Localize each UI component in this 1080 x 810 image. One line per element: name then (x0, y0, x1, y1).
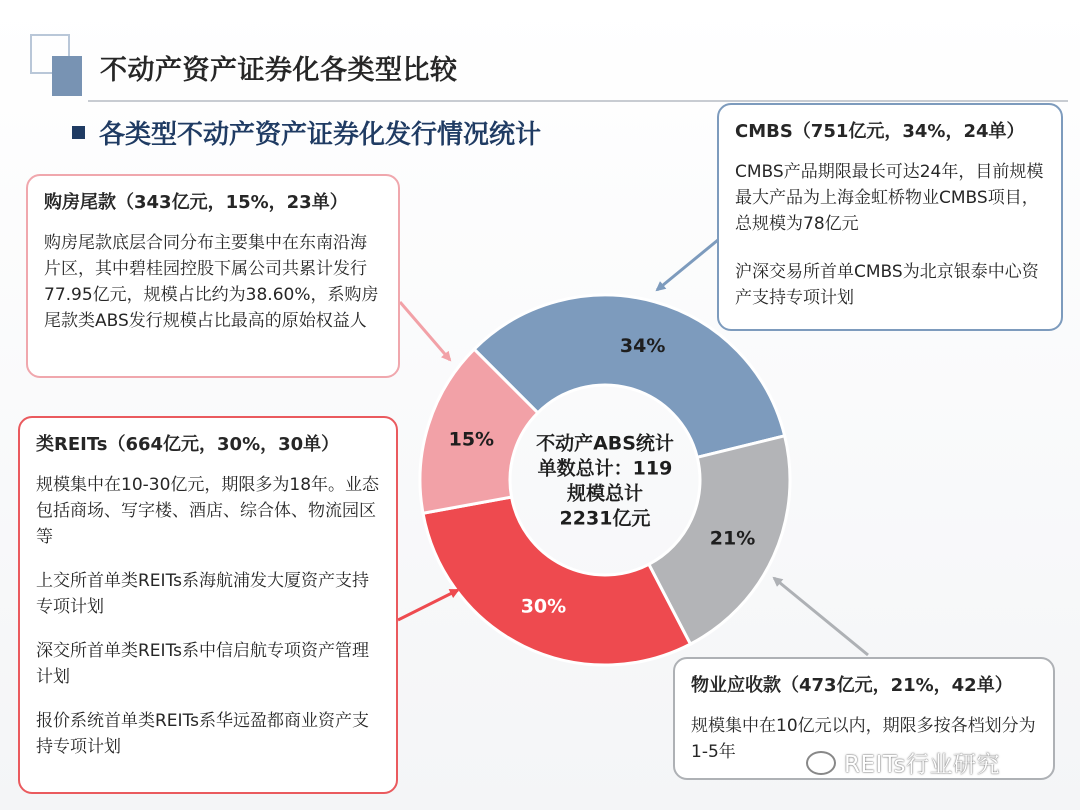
reits-para: 深交所首单类REITs系中信启航专项资产管理计划 (36, 641, 369, 687)
center-text-line: 不动产ABS统计 (536, 432, 674, 455)
page-title: 不动产资产证券化各类型比较 (100, 55, 458, 86)
cmbs-info-box (717, 103, 1063, 331)
arrow-reits (398, 590, 458, 620)
reits-para: 上交所首单类REITs系海航浦发大厦资产支持专项计划 (36, 571, 369, 617)
reits-info-box (18, 416, 398, 794)
center-text-line: 单数总计：119 (537, 457, 673, 480)
section-heading-text: 各类型不动产资产证券化发行情况统计 (99, 120, 542, 150)
arrow-wy (774, 578, 868, 655)
gfwk-para: 购房尾款底层合同分布主要集中在东南沿海片区，其中碧桂园控股下属公司共累计发行77.95亿元，规模占比约为38.60%，系购房尾款类ABS发行规模占比最高的原始权益人 (44, 233, 379, 331)
gfwk-title: 购房尾款（343亿元，15%，23单） (44, 192, 348, 213)
cmbs-para: CMBS产品期限最长可达24年，目前规模最大产品为上海金虹桥物业CMBS项目，总规模为78亿元 (735, 162, 1044, 234)
slice-label-2: 30% (520, 595, 567, 618)
slice-label-3: 15% (448, 428, 495, 451)
center-text-line: 2231亿元 (559, 507, 651, 530)
watermark-text: REITs行业研究 (844, 752, 1001, 778)
cmbs-para: 沪深交易所首单CMBS为北京银泰中心资产支持专项计划 (735, 262, 1039, 308)
cmbs-title: CMBS（751亿元，34%，24单） (735, 121, 1025, 142)
watermark (806, 746, 1000, 779)
slice-label-0: 34% (619, 335, 666, 358)
gfwk-info-box (26, 174, 400, 378)
wy-para: 规模集中在10亿元以内，期限多按各档划分为1-5年 (691, 716, 1036, 762)
reits-title: 类REITs（664亿元，30%，30单） (36, 434, 340, 455)
center-text-line: 规模总计 (566, 482, 644, 505)
slice-label-1: 21% (709, 527, 756, 550)
reits-para: 规模集中在10-30亿元，期限多为18年。业态包括商场、写字楼、酒店、综合体、物流园区等 (36, 475, 380, 547)
reits-para: 报价系统首单类REITs系华远盈都商业资产支持专项计划 (36, 711, 369, 757)
wy-title: 物业应收款（473亿元，21%，42单） (691, 675, 1013, 696)
wechat-icon (806, 751, 836, 775)
arrow-gfwk (400, 302, 450, 360)
